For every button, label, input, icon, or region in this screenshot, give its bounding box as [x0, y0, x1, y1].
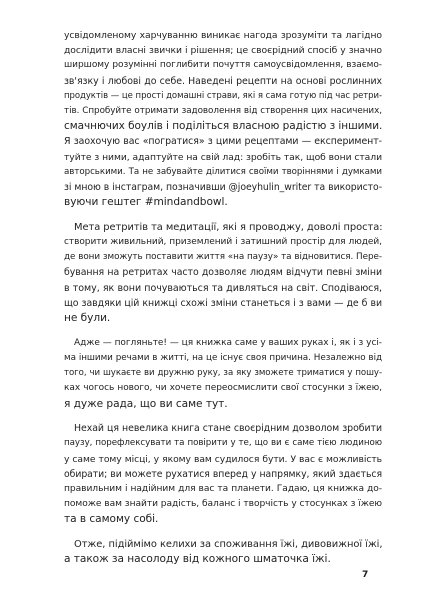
- text-line: вуючи гештег #mindandbowl.: [64, 196, 228, 209]
- text-line: бування на ретритах часто дозволяє людям відчути певні зміни: [64, 267, 382, 279]
- text-line: правильним і надійним для вас та планети. Гадаю, ця книжка до-: [64, 484, 382, 495]
- paragraph-2: [64, 220, 382, 326]
- text-line: що завдяки цій книжці схожі зміни станеться і з вами — де б ви: [64, 297, 382, 309]
- text-line: зі мною в інстаграм, позначивши @joeyhulin_writer та використо-: [64, 181, 382, 193]
- page-number: 7: [362, 570, 369, 580]
- text-line: у саме тому місці, у якому вам судилося бути. У вас є можливість: [64, 453, 382, 465]
- text-line: ках чогось нового, чи хочете переосмислити свої стосунки з їжею,: [64, 383, 382, 394]
- text-line: в тому, як вони почуваються та дивляться на світ. Сподіваюся,: [64, 282, 382, 294]
- text-line: усвідомленому харчуванню виникає нагода зрозуміти та лагідно: [64, 30, 382, 41]
- text-line: я дуже рада, що ви саме тут.: [64, 397, 228, 410]
- text-line: обирати; ви можете рухатися вперед у напрямку, який здається: [64, 468, 382, 480]
- paragraph-5: [64, 537, 382, 567]
- paragraph-1: [64, 28, 382, 210]
- text-line: а також за насолоду від кожного шматочка їжі.: [64, 553, 331, 566]
- text-line: Я заохочую вас «погратися» з цими рецептами — експеримент-: [64, 136, 382, 148]
- text-line: того, чи шукаєте ви дружню руку, за яку зможете триматися у пошу-: [64, 368, 382, 379]
- text-line: паузу, порефлексувати та повірити у те, що ви є саме тією людиною: [64, 438, 382, 449]
- text-line: зв'язку і любові до себе. Наведені рецепти на основі рослинних: [64, 75, 382, 87]
- text-line: авторськими. Та не забувайте ділитися своїми творіннями і думками: [64, 166, 382, 177]
- text-line: не були.: [64, 311, 111, 324]
- text-line: тів. Спробуйте отримати задоволення від створення цих насичених,: [64, 105, 382, 116]
- text-line: смачнючих боулів і поділіться власною радістю з іншими.: [64, 120, 383, 133]
- text-line: створити живильний, приземлений і затишний простір для людей,: [64, 237, 382, 248]
- text-line: Нехай ця невелика книга стане своєрідним дозволом зробити: [74, 423, 382, 435]
- text-line: Мета ретритів та медитації, які я проводжу, доволі проста:: [74, 221, 383, 233]
- body-text: [64, 28, 382, 577]
- text-line: дослідити власні звички і рішення; це своєрідний спосіб у значно: [64, 45, 382, 57]
- text-line: де вони зможуть поставити життя «на паузу» та відновитися. Пере-: [64, 252, 382, 263]
- text-line: Отже, підіймімо келихи за споживання їжі, дивовижної їжі,: [74, 539, 383, 551]
- paragraph-4: [64, 421, 382, 527]
- text-line: ширшому розумінні поглибити почуття самоусвідомлення, взаємо-: [64, 60, 382, 71]
- paragraph-3: [64, 336, 382, 412]
- text-line: продуктів — це прості домашні страви, які я сама готую під час ретри-: [64, 90, 382, 101]
- text-line: ма іншими речами в житті, на це існує своя причина. Незалежно від: [64, 352, 382, 363]
- text-line: та в самому собі.: [64, 513, 159, 526]
- text-line: поможе вам знайти радість, баланс і творчість у стосунках з їжею: [64, 499, 382, 510]
- text-line: Адже — погляньте! — ця книжка саме у ваших руках і, як і з усі-: [74, 337, 382, 348]
- text-line: туйте з ними, адаптуйте на свій лад: зробіть так, щоб вони стали: [64, 151, 382, 163]
